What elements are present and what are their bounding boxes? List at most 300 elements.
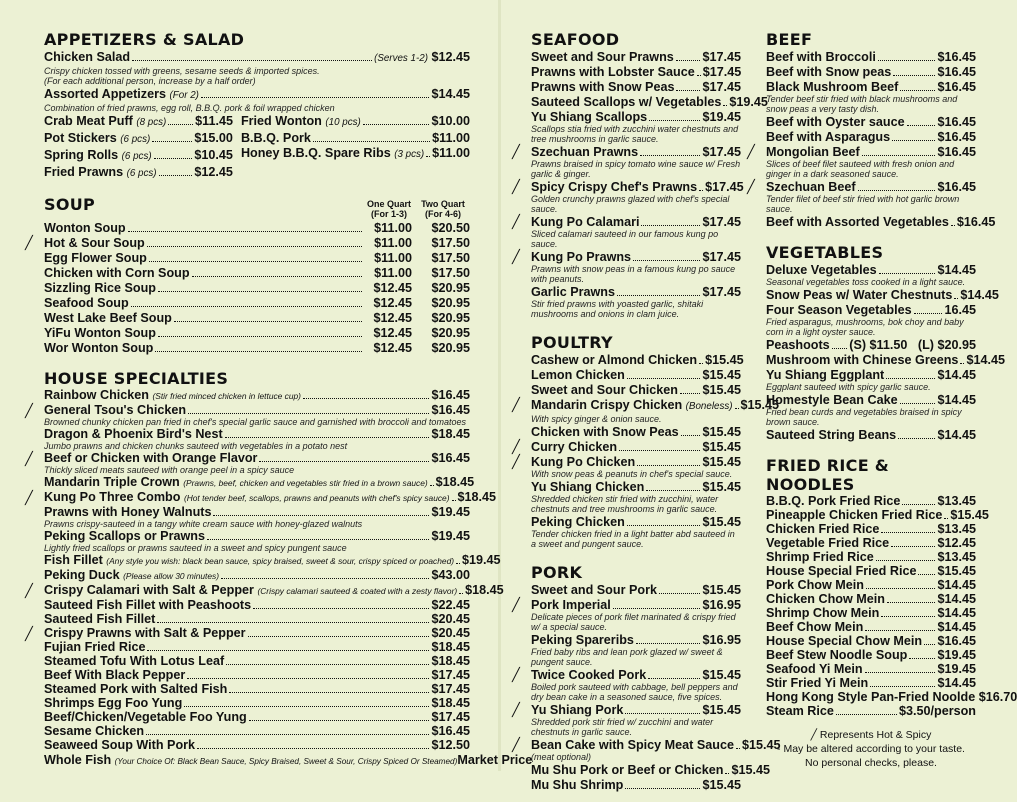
- menu-item: [531, 65, 741, 79]
- item-price: $12.50: [431, 738, 470, 752]
- chili-pepper-icon: ╱: [512, 737, 520, 752]
- middle-column: [512, 30, 781, 802]
- item-name: Fried Prawns: [44, 165, 124, 179]
- legend-line-3: No personal checks, please.: [805, 757, 937, 769]
- section-title: BEEF: [766, 30, 813, 49]
- item-price: $17.45: [702, 215, 741, 229]
- menu-item: [241, 131, 470, 145]
- menu-item: [512, 397, 780, 424]
- menu-item: [25, 403, 470, 427]
- section-title: FRIED RICE & NOODLES: [766, 456, 890, 494]
- menu-item: [531, 763, 770, 777]
- item-price: Market Price: [457, 753, 533, 767]
- item-name: Homestyle Bean Cake: [766, 393, 898, 407]
- menu-item-hk-noodle: [766, 690, 1017, 704]
- item-price: $14.45: [937, 393, 976, 407]
- menu-item: [44, 655, 470, 668]
- appetizer-list-right: [241, 113, 470, 181]
- item-desc: Sliced calamari sauteed in our famous kung po sauce.: [531, 229, 719, 249]
- seafood-list: [512, 50, 768, 319]
- chili-pepper-icon: ╱: [747, 144, 755, 159]
- item-price: $16.45: [937, 145, 976, 159]
- menu-item: [25, 490, 497, 505]
- menu-item: [766, 508, 989, 522]
- item-note: (Your Choice Of: Black Bean Sauce, Spicy Braised, Sweet & Sour, Crispy Spiced Or Steamed): [114, 757, 458, 766]
- item-name: Beef Stew Noodle Soup: [766, 648, 908, 662]
- section-title: SEAFOOD: [531, 30, 620, 49]
- item-desc: Prawns braised in spicy tomato wine sauce w/ Fresh garlic & ginger.: [531, 159, 741, 179]
- item-price: $17.45: [702, 285, 741, 299]
- item-name: Chicken Fried Rice: [766, 522, 880, 536]
- item-name: Stir Fried Yi Mein: [766, 676, 869, 690]
- price-two-quart: $17.50: [431, 251, 470, 265]
- item-name: Kung Po Three Combo: [44, 490, 181, 504]
- menu-item-whole-fish: [44, 753, 533, 769]
- item-name: Honey B.B.Q. Spare Ribs: [240, 146, 391, 160]
- item-name: Assorted Appetizers: [44, 87, 167, 101]
- item-price: $15.45: [702, 480, 741, 494]
- section-title: APPETIZERS & SALAD: [44, 30, 245, 49]
- item-name: Pork Chow Mein: [766, 578, 864, 592]
- chili-pepper-icon: ╱: [512, 702, 520, 717]
- right-column: [747, 30, 1017, 770]
- item-price: $13.45: [937, 494, 976, 508]
- menu-item: [44, 148, 233, 164]
- item-price: $18.45: [431, 654, 470, 668]
- item-price: $16.45: [937, 634, 976, 648]
- item-name: Egg Flower Soup: [44, 251, 147, 265]
- pork-section: [512, 563, 781, 792]
- item-name: Sweet and Sour Chicken: [531, 383, 678, 397]
- item-price: $12.45: [194, 165, 233, 179]
- item-name: Steamed Pork with Salted Fish: [44, 682, 228, 696]
- item-price: $14.45: [431, 87, 470, 101]
- item-price: $10.00: [431, 114, 470, 128]
- item-price: $14.45: [937, 592, 976, 606]
- price-two-quart: $17.50: [431, 266, 470, 280]
- item-price: $15.45: [702, 425, 741, 439]
- item-price: $16.45: [956, 215, 996, 229]
- vegetables-list: [766, 263, 999, 337]
- item-price-large: (L) $20.95: [917, 338, 976, 352]
- item-name: Snow Peas w/ Water Chestnuts: [766, 288, 953, 302]
- menu-item: [44, 506, 470, 529]
- item-name: Prawns with Snow Peas: [531, 80, 675, 94]
- item-name: Yu Shiang Scallops: [531, 110, 648, 124]
- item-note: (Stir fried minced chicken in lettuce cup): [152, 391, 301, 401]
- price-two-quart: $20.50: [431, 221, 470, 235]
- item-name: Yu Shiang Chicken: [531, 480, 645, 494]
- item-name: Mushroom with Chinese Greens: [766, 353, 959, 367]
- item-price: $12.45: [937, 536, 976, 550]
- menu-item: [44, 296, 470, 310]
- item-desc: Scallops stia fried with zucchini water chestnuts and tree mushrooms in garlic sauce.: [531, 124, 739, 144]
- item-note: (Serves 1-2): [374, 53, 428, 64]
- item-price: $14.45: [937, 606, 976, 620]
- menu-item: [766, 303, 976, 337]
- item-price: $15.45: [702, 515, 741, 529]
- item-desc: Fried asparagus, mushrooms, bok choy and baby corn in a light oyster sauce.: [766, 317, 964, 337]
- item-name: Sweet and Sour Pork: [531, 583, 657, 597]
- item-note: (Prawns, beef, chicken and vegetables stir fried in a brown sauce): [183, 478, 428, 488]
- item-price: $17.45: [431, 710, 470, 724]
- item-price: $11.00: [432, 131, 470, 145]
- item-price: $16.95: [702, 598, 741, 612]
- menu-item: [512, 667, 741, 702]
- fold-line: [498, 0, 501, 771]
- poultry-section: [512, 333, 780, 549]
- chili-pepper-icon: ╱: [512, 597, 520, 612]
- item-price: $14.45: [937, 428, 976, 442]
- chili-pepper-icon: ╱: [512, 249, 520, 264]
- section-title: HOUSE SPECIALTIES: [44, 369, 229, 388]
- item-price-small: (S) $11.50: [849, 338, 908, 352]
- item-desc: Seasonal vegetables toss cooked in a light sauce.: [766, 277, 966, 287]
- chili-pepper-icon: ╱: [512, 179, 520, 194]
- menu-item: [747, 144, 976, 179]
- item-price: $14.45: [966, 353, 1005, 367]
- chili-pepper-icon: ╱: [747, 179, 755, 194]
- item-name: Peashoots: [766, 338, 830, 352]
- price-two-quart: $20.95: [431, 311, 470, 325]
- menu-item-peashoots: [766, 338, 976, 352]
- item-desc: Delicate pieces of pork filet marinated & crispy fried w/ a special sauce.: [531, 612, 736, 632]
- item-desc: Stir fried prawns with yoasted garlic, shitaki mushrooms and onions in clam juice.: [531, 299, 704, 319]
- price-two-quart: $20.95: [431, 341, 470, 355]
- item-price: $14.45: [937, 676, 976, 690]
- appetizer-list-left: [44, 113, 233, 181]
- item-name: Seaweed Soup With Pork: [44, 738, 196, 752]
- item-price: $13.45: [937, 522, 976, 536]
- menu-item: [531, 778, 741, 792]
- item-price: $17.45: [702, 250, 741, 264]
- item-price: $16.45: [937, 50, 976, 64]
- soup-list: [25, 221, 470, 355]
- item-name: General Tsou's Chicken: [44, 403, 187, 417]
- item-price: $19.45: [431, 529, 470, 543]
- item-price: $15.45: [702, 778, 741, 792]
- menu-item: [531, 383, 741, 397]
- menu-item: [25, 626, 470, 641]
- item-name: Vegetable Fried Rice: [766, 536, 890, 550]
- item-price: $15.45: [702, 383, 741, 397]
- poultry-list: [512, 353, 780, 549]
- price-one-quart: $12.45: [373, 296, 412, 310]
- item-price: $12.45: [431, 50, 470, 64]
- item-name: Fish Fillet: [44, 553, 103, 567]
- menu-item: [512, 454, 741, 479]
- item-name: Sauteed Fish Fillet with Peashoots: [44, 598, 252, 612]
- item-price: $10.45: [194, 148, 233, 162]
- menu-item: [747, 179, 976, 214]
- menu-item: [766, 115, 976, 129]
- menu-item: [766, 663, 976, 676]
- menu-item: [44, 87, 470, 113]
- item-name: B.B.Q. Pork Fried Rice: [766, 494, 901, 508]
- item-name: Beef with Oyster sauce: [766, 115, 905, 129]
- item-price: $13.45: [937, 550, 976, 564]
- house-specialties-section: [25, 369, 533, 769]
- item-desc: Golden crunchy prawns glazed with chef's special sauce.: [531, 194, 730, 214]
- item-desc: Prawns crispy-sauteed in a tangy white cream sauce with honey-glazed walnuts: [44, 519, 363, 529]
- item-price: $18.45: [431, 696, 470, 710]
- menu-item: [512, 702, 741, 737]
- item-price: $22.45: [431, 598, 470, 612]
- item-name: Bean Cake with Spicy Meat Sauce: [531, 738, 734, 752]
- menu-item: [44, 326, 470, 340]
- soup-section: [25, 195, 470, 355]
- item-price: $18.45: [435, 475, 475, 489]
- item-name: Beef with Broccoli: [766, 50, 876, 64]
- item-price: $15.45: [702, 703, 741, 717]
- item-price: $15.45: [705, 353, 744, 367]
- menu-item: [766, 607, 976, 620]
- item-desc: Tender filet of beef stir fried with hot garlic brown sauce.: [766, 194, 960, 214]
- item-name: Peking Spareribs: [531, 633, 634, 647]
- menu-item: [44, 428, 470, 451]
- item-desc: Slices of beef filet sauteed with fresh onion and ginger in a dark seasoned sauce.: [766, 159, 955, 179]
- chili-pepper-icon: ╱: [25, 451, 33, 466]
- item-price: $43.00: [431, 568, 470, 582]
- item-name: Crab Meat Puff: [44, 114, 133, 128]
- chili-pepper-icon: ╱: [512, 144, 520, 159]
- item-name: Mandarin Triple Crown: [44, 475, 180, 489]
- item-price: $16.45: [431, 724, 470, 738]
- item-name: Kung Po Prawns: [531, 250, 632, 264]
- item-price: $16.45: [431, 403, 470, 417]
- menu-item: [44, 131, 233, 147]
- chili-pepper-icon: ╱: [810, 729, 817, 741]
- menu-item: [44, 739, 470, 752]
- menu-item: [766, 428, 976, 442]
- item-note: (6 pcs): [120, 134, 151, 145]
- item-desc: Crispy chicken tossed with greens, sesame seeds & imported spices.: [44, 66, 320, 76]
- menu-item: [766, 80, 976, 114]
- menu-item: [44, 530, 470, 553]
- pork-list: [512, 583, 781, 792]
- price-two-quart: $20.95: [431, 326, 470, 340]
- price-one-quart: $12.45: [373, 311, 412, 325]
- item-desc: Prawns with snow peas in a famous kung po sauce with peanuts.: [531, 264, 736, 284]
- item-price: $15.45: [731, 763, 770, 777]
- menu-item: [766, 565, 976, 578]
- item-name: YiFu Wonton Soup: [44, 326, 156, 340]
- menu-item: [531, 480, 741, 514]
- menu-item: [766, 65, 976, 79]
- item-name: Mu Shu Shrimp: [531, 778, 624, 792]
- item-price: $16.45: [937, 115, 976, 129]
- item-name: Sizzling Rice Soup: [44, 281, 156, 295]
- menu-item: [44, 697, 470, 710]
- vegetables-section: [766, 243, 1005, 442]
- quart-two-serves: (For 4-6): [425, 209, 461, 219]
- item-name: Yu Shiang Eggplant: [766, 368, 885, 382]
- menu-item: [512, 737, 781, 762]
- item-name: House Special Chow Mein: [766, 634, 923, 648]
- item-desc: Tender chicken fried in a light batter abd sauteed in a sweet and pungent sauce.: [531, 529, 735, 549]
- menu-item: [766, 368, 976, 392]
- menu-item: [512, 179, 744, 214]
- item-price: $16.45: [431, 451, 470, 465]
- item-note: (3 pcs): [394, 149, 425, 160]
- item-price: $15.45: [740, 398, 780, 412]
- item-price: 16.45: [944, 303, 976, 317]
- item-price: $19.45: [462, 553, 501, 567]
- item-name: Cashew or Almond Chicken: [531, 353, 698, 367]
- item-name: Lemon Chicken: [531, 368, 625, 382]
- item-name: Twice Cooked Pork: [531, 668, 647, 682]
- menu-item: [512, 249, 741, 284]
- item-name: Steamed Tofu With Lotus Leaf: [44, 654, 225, 668]
- item-price: $17.45: [702, 145, 741, 159]
- item-name: Spring Rolls: [44, 148, 119, 162]
- menu-item: [44, 683, 470, 696]
- item-name: House Special Fried Rice: [766, 564, 917, 578]
- item-name: Kung Po Chicken: [531, 455, 636, 469]
- item-name: Yu Shiang Pork: [531, 703, 624, 717]
- menu-item: [766, 621, 976, 634]
- menu-item: [531, 583, 741, 597]
- item-price: $14.45: [937, 263, 976, 277]
- menu-item: [25, 235, 470, 250]
- item-name: Peking Scallops or Prawns: [44, 529, 205, 543]
- item-name: Chicken Salad: [44, 50, 131, 64]
- item-name: Seafood Yi Mein: [766, 662, 863, 676]
- chili-pepper-icon: ╱: [25, 626, 33, 641]
- menu-item: [512, 144, 741, 179]
- item-name: Pot Stickers: [44, 131, 117, 145]
- menu-item: [531, 353, 744, 367]
- item-price: $20.45: [431, 626, 470, 640]
- item-price: $11.00: [432, 146, 470, 160]
- chili-pepper-icon: ╱: [512, 397, 520, 412]
- item-name: Szechuan Prawns: [531, 145, 639, 159]
- item-name: Four Season Vegetables: [766, 303, 912, 317]
- menu-item: [531, 50, 741, 64]
- item-price: $14.45: [937, 578, 976, 592]
- item-name: Beef with Assorted Vegetables: [766, 215, 949, 229]
- item-name: Fried Wonton: [240, 114, 322, 128]
- item-desc: Jumbo prawns and chicken chunks sauteed with vegetables in a potato nest: [44, 441, 348, 451]
- item-name: Black Mushroom Beef: [766, 80, 899, 94]
- menu-item: [766, 263, 976, 287]
- item-name: Crispy Prawns with Salt & Pepper: [44, 626, 246, 640]
- menu-item: [531, 95, 768, 109]
- menu-item: [241, 146, 470, 162]
- item-price: $17.45: [431, 668, 470, 682]
- item-desc: (meat optional): [531, 752, 592, 762]
- item-note: (10 pcs): [325, 117, 361, 128]
- menu-item: [44, 553, 501, 568]
- item-price: $15.45: [937, 564, 976, 578]
- chili-pepper-icon: ╱: [25, 235, 33, 250]
- item-name: Crispy Calamari with Salt & Pepper: [44, 583, 254, 597]
- price-one-quart: $12.45: [373, 281, 412, 295]
- menu-item: [766, 677, 976, 690]
- item-price: $15.00: [194, 131, 233, 145]
- item-note: (6 pcs): [121, 151, 152, 162]
- item-name: Sauteed Fish Fillet: [44, 612, 156, 626]
- item-price: $16.95: [702, 633, 741, 647]
- item-name: Whole Fish: [44, 753, 112, 767]
- menu-item: [44, 281, 470, 295]
- menu-item: [44, 266, 470, 280]
- item-price: $15.45: [702, 440, 741, 454]
- item-name: Prawns with Honey Walnuts: [44, 505, 212, 519]
- item-price: $16.45: [937, 65, 976, 79]
- item-name: Prawns with Lobster Sauce: [531, 65, 695, 79]
- item-note: (Boneless): [685, 401, 733, 412]
- item-name: Curry Chicken: [531, 440, 618, 454]
- menu-item: [44, 114, 233, 130]
- item-note: (Hot tender beef, scallops, prawns and peanuts with chef's spicy sauce): [183, 493, 450, 503]
- item-name: Hot & Sour Soup: [44, 236, 145, 250]
- item-name: Hong Kong Style Pan-Fried Noolde $16.70: [766, 690, 1017, 704]
- item-name: Mu Shu Pork or Beef or Chicken: [531, 763, 724, 777]
- item-desc: (For each additional person, increase by a half order): [44, 76, 256, 86]
- item-price: $17.45: [702, 50, 741, 64]
- price-one-quart: $11.00: [374, 236, 412, 250]
- menu-item: [531, 633, 741, 667]
- item-name: Mongolian Beef: [766, 145, 860, 159]
- item-name: Seafood Soup: [44, 296, 129, 310]
- item-desc: Shredded chicken stir fried with zucchini, water chestnuts and tree mushrooms in garlic sauce.: [531, 494, 719, 514]
- item-name: Sesame Chicken: [44, 724, 145, 738]
- menu-item: [44, 251, 470, 265]
- item-name: Dragon & Phoenix Bird's Nest: [44, 427, 223, 441]
- item-name: Shrimp Chow Mein: [766, 606, 880, 620]
- chili-pepper-icon: ╱: [512, 454, 520, 469]
- item-name: Peking Chicken: [531, 515, 625, 529]
- item-name: Spicy Crispy Chef's Prawns: [531, 180, 698, 194]
- appetizers-section: [44, 30, 470, 181]
- menu-item: [766, 551, 976, 564]
- menu-item: [531, 285, 741, 319]
- rice-list: [766, 494, 989, 690]
- item-desc: Eggplant sauteed with spicy garlic sauce.: [766, 382, 931, 392]
- fried-rice-noodles-section: [766, 456, 1017, 718]
- menu-item: [241, 114, 470, 130]
- item-desc: Fried baby ribs and lean pork glazed w/ sweet & pungent sauce.: [531, 647, 723, 667]
- item-name: West Lake Beef Soup: [44, 311, 172, 325]
- menu-item: [44, 711, 470, 724]
- menu-item: [512, 439, 741, 454]
- item-desc: Lightly fried scallops or prawns sauteed in a sweet and spicy pungent sauce: [44, 543, 347, 553]
- menu-item: [531, 515, 741, 549]
- price-two-quart: $17.50: [431, 236, 470, 250]
- menu-item: [44, 50, 470, 86]
- item-price: $15.45: [702, 368, 741, 382]
- item-price: $15.45: [702, 668, 741, 682]
- section-title: SOUP: [44, 195, 96, 214]
- menu-item-steam-rice: [766, 704, 976, 718]
- item-name: Pineapple Chicken Fried Rice: [766, 508, 943, 522]
- item-note: (Any style you wish: black bean sauce, spicy braised, sweet & sour, crispy spiced or poached): [106, 556, 455, 566]
- item-note: (Crispy calamari sauteed & coated with a zesty flavor): [257, 586, 458, 596]
- item-price: $17.45: [705, 180, 744, 194]
- menu-item: [766, 635, 976, 648]
- item-price: $16.45: [431, 388, 470, 402]
- item-name: Beef with Snow peas: [766, 65, 892, 79]
- item-price: $15.45: [702, 455, 741, 469]
- quart-one-label: One Quart: [366, 199, 411, 209]
- item-desc: Boiled pork sauteed with cabbage, bell peppers and dry bean cake in a seasoned sauce, five spices.: [531, 682, 738, 702]
- chili-pepper-icon: ╱: [25, 583, 33, 598]
- item-price: $19.45: [431, 505, 470, 519]
- item-name: Fujian Fried Rice: [44, 640, 146, 654]
- menu-item: [766, 215, 996, 229]
- quart-one-serves: (For 1-3): [371, 209, 407, 219]
